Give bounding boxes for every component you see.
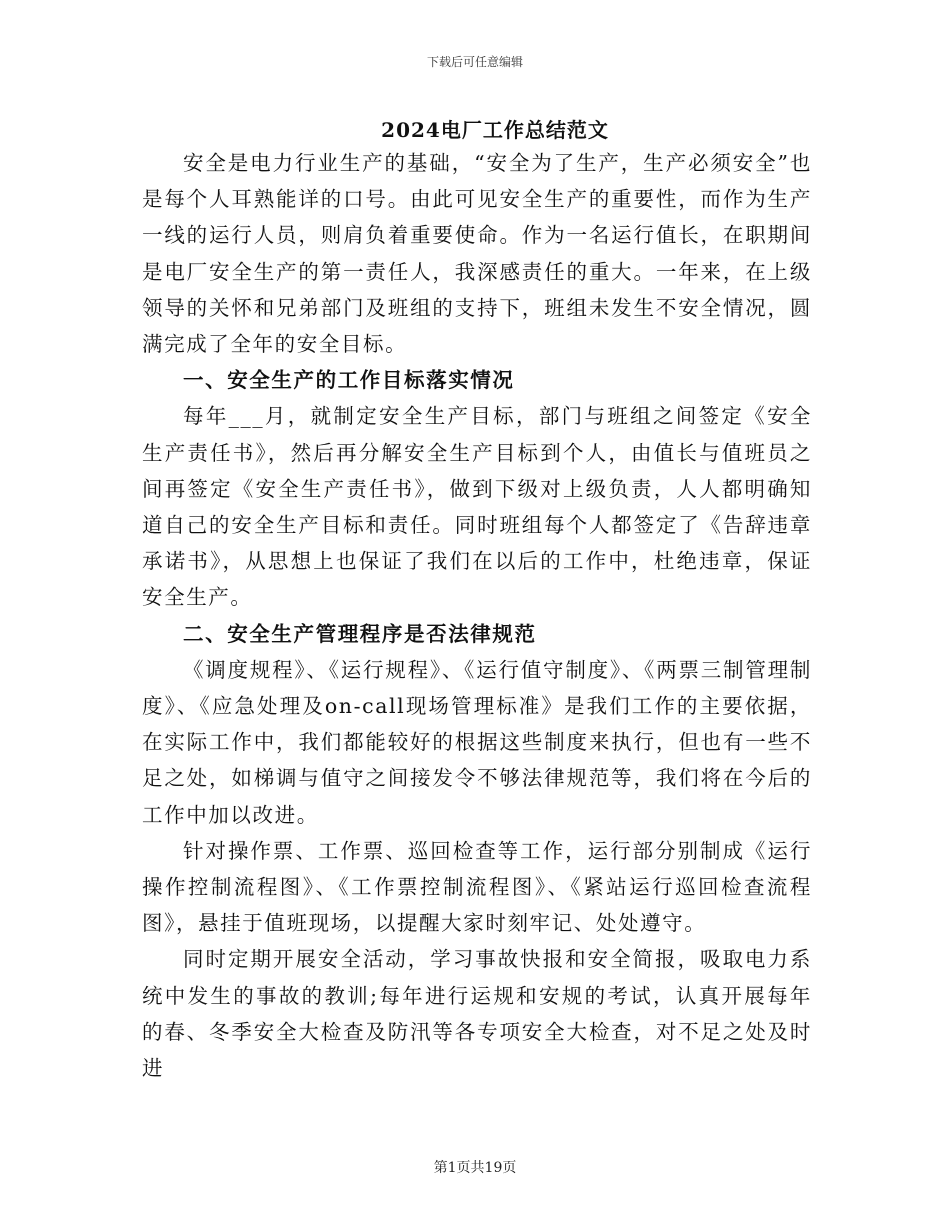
document-title: 2024电厂工作总结范文 <box>381 118 609 142</box>
section-heading-1: 一、安全生产的工作目标落实情况 <box>183 368 515 393</box>
section-2-paragraph-3: 同时定期开展安全活动，学习事故快报和安全简报，吸取电力系统中发生的事故的教训;每年进行运规和安规的考试，认真开展每年的春、冬季安全大检查及防汛等各专项安全大检查，对不足之处及时进 <box>142 947 812 1081</box>
document-body <box>142 145 812 1086</box>
section-1-paragraph: 每年___月，就制定安全生产目标，部门与班组之间签定《安全生产责任书》，然后再分解安全生产目标到个人，由值长与值班员之间再签定《安全生产责任书》，做到下级对上级负责，人人都明确知道自己的安全生产目标和责任。同时班组每个人都签定了《告辞违章承诺书》，从思想上也保证了我们在以后的工作中，杜绝违章，保证安全生产。 <box>142 404 812 610</box>
intro-paragraph: 安全是电力行业生产的基础，“安全为了生产，生产必须安全”也是每个人耳熟能详的口号。由此可见安全生产的重要性，而作为生产一线的运行人员，则肩负着重要使命。作为一名运行值长，在职期间是电厂安全生产的第一责任人，我深感责任的重大。一年来，在上级领导的关怀和兄弟部门及班组的支持下，班组未发生不安全情况，圆满完成了全年的安全目标。 <box>142 151 812 357</box>
page-number: 第1页共19页 <box>433 1160 517 1176</box>
section-heading-2: 二、安全生产管理程序是否法律规范 <box>183 621 537 646</box>
section-2-paragraph-1: 《调度规程》、《运行规程》、《运行值守制度》、《两票三制管理制度》、《应急处理及on-call现场管理标准》是我们工作的主要依据，在实际工作中，我们都能较好的根据这些制度来执行，但也有一些不足之处，如梯调与值守之间接发令不够法律规范等，我们将在今后的工作中加以改进。 <box>142 657 812 827</box>
section-2-paragraph-2: 针对操作票、工作票、巡回检查等工作，运行部分别制成《运行操作控制流程图》、《工作票控制流程图》、《紧站运行巡回检查流程图》，悬挂于值班现场，以提醒大家时刻牢记、处处遵守。 <box>142 838 812 936</box>
header-note: 下载后可任意编辑 <box>426 55 523 69</box>
